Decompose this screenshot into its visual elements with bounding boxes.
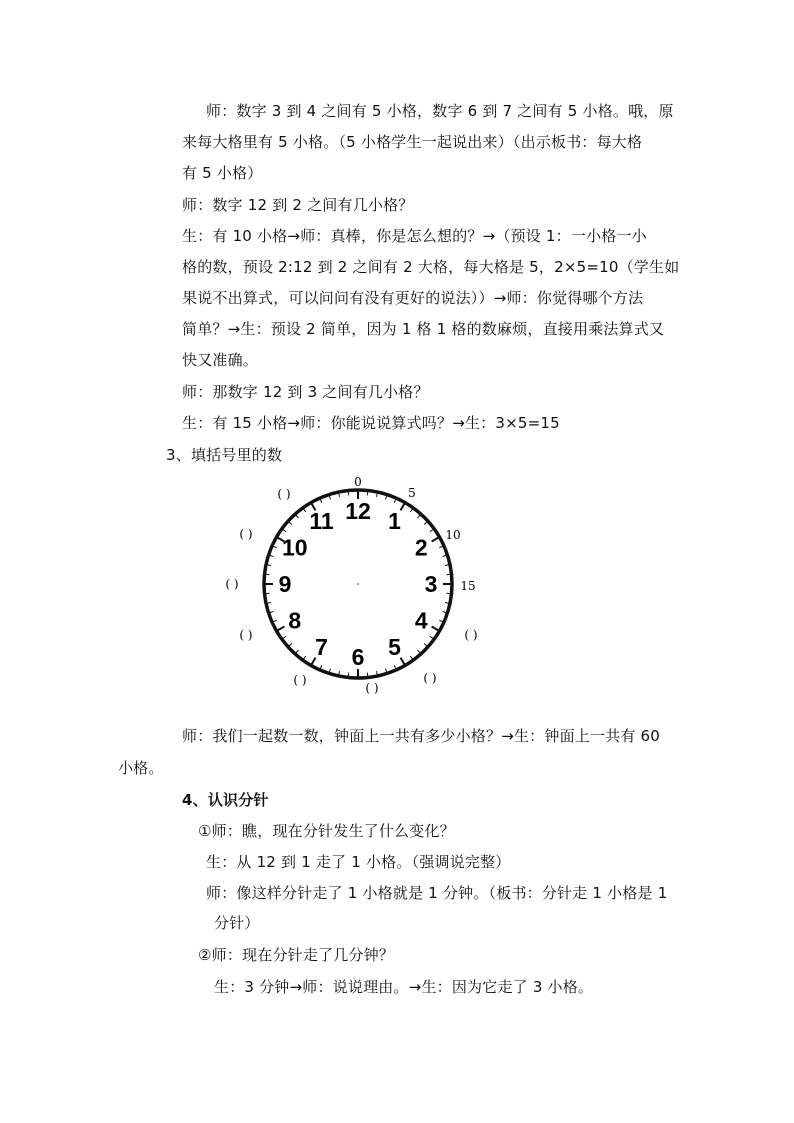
text-line: 来每大格里有 5 小格。（5 小格学生一起说出来）（出示板书：每大格	[182, 133, 643, 151]
text-line: 生：3 分钟→师：说说理由。→生：因为它走了 3 小格。	[214, 978, 594, 996]
hour-number: 8	[288, 607, 302, 634]
section-heading: 3、填括号里的数	[166, 446, 283, 464]
text-line: 格的数，预设 2:12 到 2 之间有 2 大格，每大格是 5，2×5=10（学生如	[182, 258, 680, 276]
hour-number: 2	[414, 534, 428, 561]
minute-label: 15	[460, 579, 476, 593]
blank-bracket: ( )	[293, 673, 307, 687]
hour-number: 4	[414, 607, 428, 634]
minute-label: 0	[354, 475, 362, 489]
minute-label: 10	[445, 528, 461, 542]
text-line: 有 5 小格）	[182, 164, 263, 182]
text-line: 果说不出算式，可以问问有没有更好的说法））→师：你觉得哪个方法	[182, 289, 644, 307]
minute-label: 5	[408, 486, 416, 500]
text-line: ①师：瞧，现在分针发生了什么变化？	[198, 822, 455, 840]
hour-number: 3	[424, 571, 438, 597]
hour-number: 10	[281, 534, 308, 561]
text-line: 师：数字 12 到 2 之间有几小格？	[182, 196, 414, 214]
text-line: 生：从 12 到 1 走了 1 小格。（强调说完整）	[206, 853, 511, 871]
blank-bracket: ( )	[239, 527, 253, 541]
hour-number: 11	[309, 507, 334, 534]
blank-bracket: ( )	[277, 487, 291, 501]
blank-bracket: ( )	[225, 577, 239, 591]
hour-number: 7	[315, 634, 328, 661]
blank-bracket: ( )	[423, 671, 437, 685]
hour-number: 12	[345, 498, 371, 524]
blank-bracket: ( )	[365, 681, 379, 695]
hour-number: 5	[388, 634, 401, 661]
text-line: ②师：现在分针走了几分钟？	[198, 946, 395, 964]
hour-number: 6	[351, 644, 365, 670]
clock-center	[357, 583, 359, 585]
clock-face-diagram	[200, 466, 520, 702]
text-line: 师：我们一起数一数，钟面上一共有多少小格？→生：钟面上一共有 60	[182, 727, 661, 745]
text-line: 快又准确。	[182, 351, 259, 369]
blank-bracket: ( )	[464, 628, 478, 642]
text-line: 生：有 10 小格→师：真棒，你是怎么想的？→（预设 1：一小格一小	[182, 227, 647, 245]
text-line: 分针）	[214, 914, 260, 932]
text-line: 师：那数字 12 到 3 之间有几小格？	[182, 383, 429, 401]
section-heading: 4、认识分针	[182, 791, 269, 809]
text-line: 简单？→生：预设 2 简单，因为 1 格 1 格的数麻烦，直接用乘法算式又	[182, 320, 665, 338]
text-line: 师：像这样分针走了 1 小格就是 1 分钟。（板书：分针走 1 小格是 1	[206, 884, 668, 902]
text-line: 师：数字 3 到 4 之间有 5 小格，数字 6 到 7 之间有 5 小格。哦，原	[206, 102, 674, 120]
text-line: 小格。	[118, 759, 164, 777]
text-line: 生：有 15 小格→师：你能说说算式吗？→生：3×5=15	[182, 414, 560, 432]
hour-number: 1	[388, 507, 401, 534]
hour-number: 9	[278, 571, 292, 597]
blank-bracket: ( )	[239, 628, 253, 642]
